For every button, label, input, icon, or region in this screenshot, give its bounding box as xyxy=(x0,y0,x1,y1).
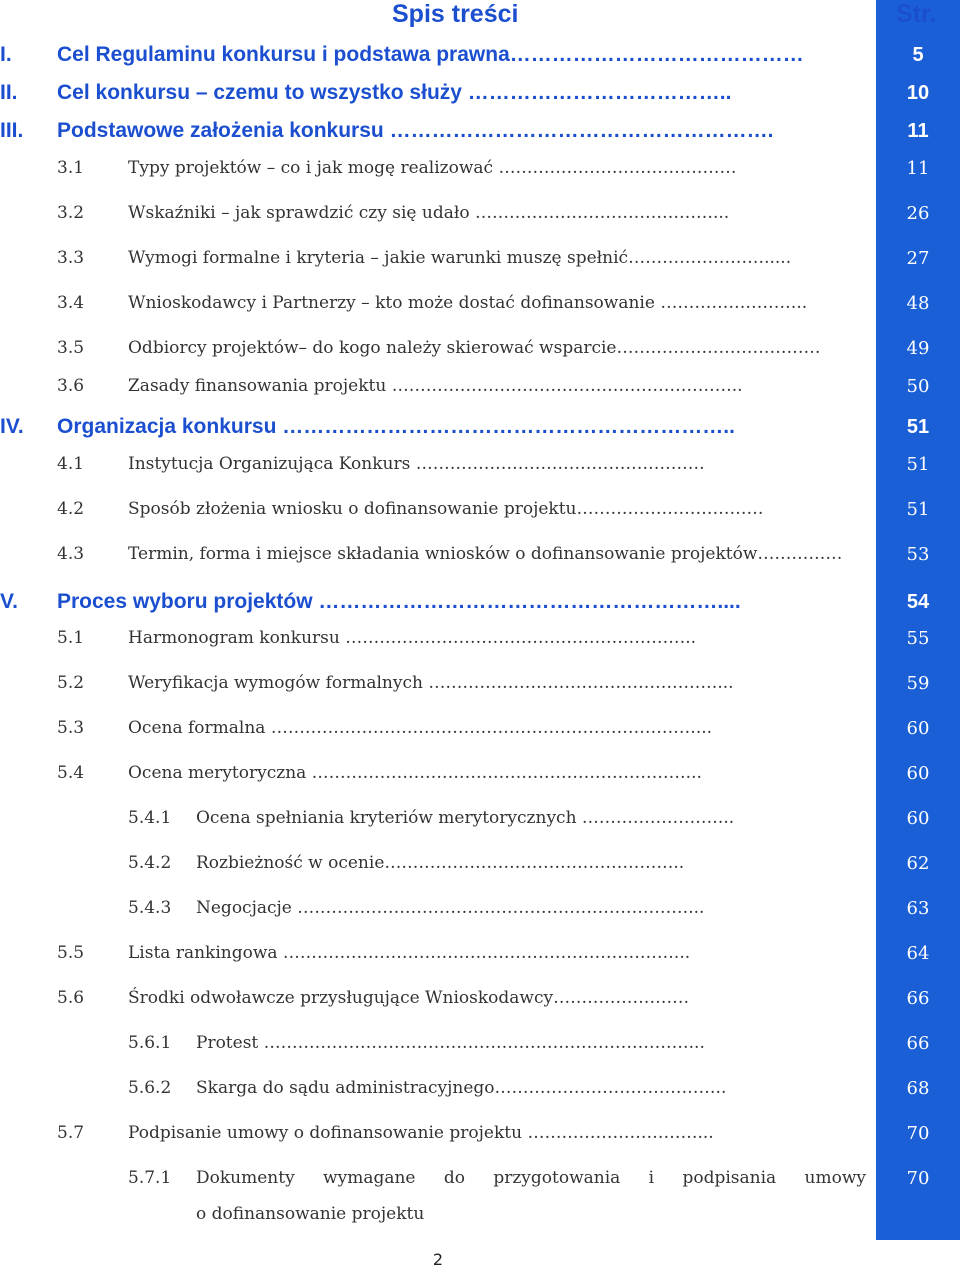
toc-entry-number: 5.6 xyxy=(57,988,85,1008)
toc-entry-number: 3.5 xyxy=(57,338,85,358)
toc-entry-label: Dokumenty wymagane do przygotowania i podpisania umowy xyxy=(196,1168,866,1188)
toc-entry-label: Weryfikacja wymogów formalnych ……………………………………………... xyxy=(128,673,734,693)
toc-entry-5-4-1[interactable] xyxy=(0,808,960,838)
page-column-header: Str. xyxy=(896,0,937,28)
toc-entry-page: 50 xyxy=(906,376,930,397)
toc-entry-3-6[interactable] xyxy=(0,376,960,406)
toc-entry-page: 66 xyxy=(906,988,930,1009)
toc-entry-number: 5.5 xyxy=(57,943,85,963)
toc-entry-label: Organizacja konkursu ……………………………………………………….. xyxy=(57,415,735,438)
toc-entry-5-7-1[interactable] xyxy=(0,1168,960,1232)
toc-entry-label: Wnioskodawcy i Partnerzy – kto może dostać dofinansowanie …………………….. xyxy=(128,293,808,313)
toc-entry-number: 3.1 xyxy=(57,158,85,178)
toc-entry-page: 62 xyxy=(906,853,930,874)
toc-entry-4-1[interactable] xyxy=(0,454,960,484)
toc-entry-page: 63 xyxy=(906,898,930,919)
toc-entry-label: Środki odwoławcze przysługujące Wnioskodawcy…………………… xyxy=(128,988,690,1008)
toc-entry-5-5[interactable] xyxy=(0,943,960,973)
toc-entry-number: 5.6.1 xyxy=(128,1033,172,1053)
toc-entry-page: 60 xyxy=(906,763,930,784)
toc-entry-5-4[interactable] xyxy=(0,763,960,793)
toc-entry-page: 70 xyxy=(906,1123,930,1144)
toc-entry-page: 51 xyxy=(906,416,930,438)
toc-entry-number: V. xyxy=(0,590,18,613)
toc-entry-page: 70 xyxy=(906,1168,930,1189)
toc-entry-number: 5.4.2 xyxy=(128,853,172,873)
toc-entry-label-continued: o dofinansowanie projektu xyxy=(196,1204,425,1224)
toc-entry-page: 59 xyxy=(906,673,930,694)
toc-entry-number: 5.4.1 xyxy=(128,808,172,828)
toc-entry-page: 55 xyxy=(906,628,930,649)
toc-entry-label: Ocena formalna …………………………………………………………………... xyxy=(128,718,713,738)
toc-entry-section-ii[interactable] xyxy=(0,80,960,110)
toc-entry-label: Sposób złożenia wniosku o dofinansowanie projektu…………………………… xyxy=(128,499,764,519)
toc-title: Spis treści xyxy=(392,0,519,28)
toc-entry-label: Podstawowe założenia konkursu ………………………………………………. xyxy=(57,119,774,142)
toc-entry-3-5[interactable] xyxy=(0,338,960,368)
toc-entry-label: Typy projektów – co i jak mogę realizować …………………………………… xyxy=(128,158,737,178)
toc-entry-label: Podpisanie umowy o dofinansowanie projektu …………………………... xyxy=(128,1123,714,1143)
toc-entry-section-v[interactable] xyxy=(0,589,960,619)
toc-entry-number: 5.3 xyxy=(57,718,85,738)
toc-entry-number: 4.1 xyxy=(57,454,85,474)
toc-entry-number: 3.3 xyxy=(57,248,85,268)
toc-entry-number: III. xyxy=(0,119,24,142)
toc-entry-number: 3.4 xyxy=(57,293,85,313)
toc-entry-page: 54 xyxy=(906,591,930,613)
toc-entry-label: Termin, forma i miejsce składania wniosków o dofinansowanie projektów…………… xyxy=(128,544,843,564)
toc-entry-5-2[interactable] xyxy=(0,673,960,703)
toc-entry-4-3[interactable] xyxy=(0,544,960,574)
toc-entry-3-3[interactable] xyxy=(0,248,960,278)
toc-entry-page: 51 xyxy=(906,499,930,520)
toc-entry-page: 60 xyxy=(906,718,930,739)
toc-entry-label: Wskaźniki – jak sprawdzić czy się udało ……………………………………... xyxy=(128,203,730,223)
toc-entry-page: 11 xyxy=(906,158,930,179)
toc-entry-label: Cel Regulaminu konkursu i podstawa prawna…………………………………… xyxy=(57,43,804,66)
toc-entry-page: 68 xyxy=(906,1078,930,1099)
page-number-footer: 2 xyxy=(432,1250,444,1269)
toc-entry-5-6-1[interactable] xyxy=(0,1033,960,1063)
toc-entry-label: Rozbieżność w ocenie…………………………………………….. xyxy=(196,853,685,873)
toc-entry-label: Ocena merytoryczna …………………………………………………………... xyxy=(128,763,702,783)
toc-entry-number: 5.4.3 xyxy=(128,898,172,918)
toc-entry-page: 10 xyxy=(906,82,930,104)
toc-entry-page: 66 xyxy=(906,1033,930,1054)
toc-entry-3-1[interactable] xyxy=(0,158,960,188)
toc-entry-number: 5.7 xyxy=(57,1123,85,1143)
toc-entry-3-4[interactable] xyxy=(0,293,960,323)
toc-entry-page: 49 xyxy=(906,338,930,359)
toc-entry-page: 5 xyxy=(912,44,924,66)
toc-entry-5-7[interactable] xyxy=(0,1123,960,1153)
toc-entry-number: IV. xyxy=(0,415,24,438)
toc-entry-label: Wymogi formalne i kryteria – jakie warunki muszę spełnić……………………..... xyxy=(128,248,792,268)
toc-entry-5-1[interactable] xyxy=(0,628,960,658)
toc-entry-label: Zasady finansowania projektu …………………………………………………….. xyxy=(128,376,743,396)
toc-entry-4-2[interactable] xyxy=(0,499,960,529)
toc-entry-section-i[interactable] xyxy=(0,42,960,72)
toc-entry-label: Odbiorcy projektów– do kogo należy skierować wsparcie……………………………… xyxy=(128,338,821,358)
toc-entry-number: 5.7.1 xyxy=(128,1168,172,1188)
toc-entry-number: 3.6 xyxy=(57,376,85,396)
toc-entry-number: 4.3 xyxy=(57,544,85,564)
toc-entry-label: Harmonogram konkursu …………………………………………………….. xyxy=(128,628,697,648)
toc-entry-number: 4.2 xyxy=(57,499,85,519)
toc-entry-page: 48 xyxy=(906,293,930,314)
toc-entry-label: Skarga do sądu administracyjnego………………………………….. xyxy=(196,1078,727,1098)
toc-entry-page: 64 xyxy=(906,943,930,964)
toc-entry-label: Negocjacje ……………………………………………………………... xyxy=(196,898,705,918)
toc-entry-page: 51 xyxy=(906,454,930,475)
toc-entry-page: 53 xyxy=(906,544,930,565)
toc-entry-number: 5.1 xyxy=(57,628,85,648)
toc-entry-label: Instytucja Organizująca Konkurs …………………………………………… xyxy=(128,454,705,474)
toc-entry-number: I. xyxy=(0,43,12,66)
toc-entry-3-2[interactable] xyxy=(0,203,960,233)
toc-entry-page: 26 xyxy=(906,203,930,224)
toc-entry-label: Ocena spełniania kryteriów merytorycznych ……………………... xyxy=(196,808,735,828)
toc-entry-5-6[interactable] xyxy=(0,988,960,1018)
toc-entry-number: 5.4 xyxy=(57,763,85,783)
toc-entry-number: 5.6.2 xyxy=(128,1078,172,1098)
toc-entry-number: 5.2 xyxy=(57,673,85,693)
toc-entry-section-iii[interactable] xyxy=(0,118,960,148)
toc-entry-section-iv[interactable] xyxy=(0,414,960,444)
toc-entry-page: 60 xyxy=(906,808,930,829)
toc-entry-label: Protest …………………………………………………………………... xyxy=(196,1033,705,1053)
toc-entry-page: 11 xyxy=(907,120,929,142)
toc-entry-5-3[interactable] xyxy=(0,718,960,748)
toc-entry-5-4-3[interactable] xyxy=(0,898,960,928)
toc-entry-5-4-2[interactable] xyxy=(0,853,960,883)
toc-entry-label: Proces wyboru projektów ………………………………………………….... xyxy=(57,590,741,613)
toc-entry-number: 3.2 xyxy=(57,203,85,223)
toc-entry-label: Cel konkursu – czemu to wszystko służy ……………………………….. xyxy=(57,81,732,104)
toc-entry-label: Lista rankingowa ……………………………………………………………... xyxy=(128,943,691,963)
toc-entry-page: 27 xyxy=(906,248,930,269)
toc-entry-5-6-2[interactable] xyxy=(0,1078,960,1108)
toc-entry-number: II. xyxy=(0,81,18,104)
